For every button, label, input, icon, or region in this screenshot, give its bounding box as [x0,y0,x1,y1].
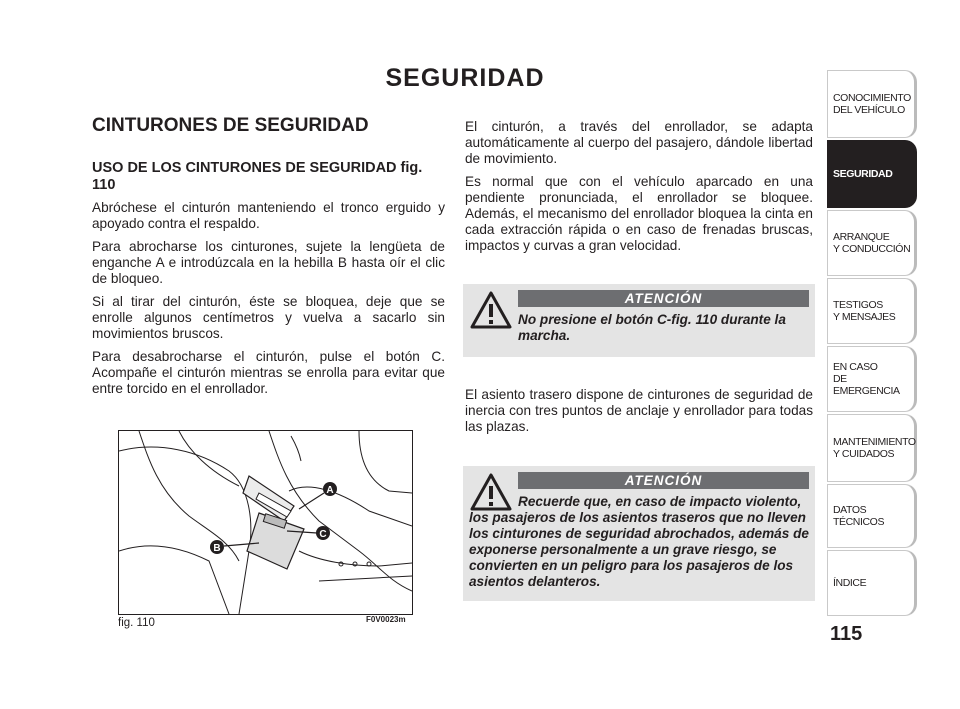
figure-110 [118,430,413,615]
warning-triangle-icon [469,290,513,330]
paragraph: Para desabrocharse el cinturón, pulse el botón C. Acompañe el cinturón mientras se enrolla para evitar que entre torcido en el enrollador. [92,349,445,396]
tab-label: ARRANQUE Y CONDUCCIÓN [833,231,911,255]
tab-mantenimiento[interactable] [827,414,917,482]
tab-label: EN CASO DE EMERGENCIA [833,361,900,397]
seatbelt-illustration [119,431,412,614]
left-column [92,200,445,404]
paragraph: Para abrocharse los cinturones, sujete la lengüeta de enganche A e introdúzcala en la hebilla B hasta oír el clic de bloqueo. [92,239,445,286]
tab-label: MANTENIMIENTO Y CUIDADOS [833,436,916,460]
label-c: C [319,529,327,540]
tab-emergencia[interactable] [827,346,917,412]
tab-indice[interactable] [827,550,917,616]
right-column [465,119,813,261]
paragraph: Es normal que con el vehículo aparcado en una pendiente pronunciada, el enrollador se bloquee. Además, el mecanismo del enrollador bloquea la cinta en cada extracción rápida o en caso de frenadas bruscas, impactos y curvas a gran velocidad. [465,174,813,253]
tab-label: CONOCIMIENTO DEL VEHÍCULO [833,92,911,116]
figure-caption: fig. 110 [118,617,155,629]
tab-conocimiento[interactable] [827,70,917,138]
tab-label: SEGURIDAD [833,168,893,180]
rear-seat-paragraph [465,387,813,442]
page-heading: CINTURONES DE SEGURIDAD [92,115,369,136]
paragraph: Si al tirar del cinturón, éste se bloquea, deje que se enrolle algunos centímetros y vuelva a sacarlo sin movimientos bruscos. [92,294,445,341]
label-b: B [213,543,221,554]
tab-datos-tecnicos[interactable] [827,484,917,548]
page-number: 115 [830,623,863,645]
label-a: A [326,485,334,496]
warning-box-1 [463,284,815,357]
tab-seguridad[interactable] [827,140,917,208]
warning-box-2 [463,466,815,601]
warning-text: Recuerde que, en caso de impacto violento, los pasajeros de los asientos traseros que no lleven los cinturones de seguridad abrochados, además de exponerse personalmente a un grave riesgo, se convierten en un peligro para los pasajeros de los asientos delanteros. [469,494,809,589]
paragraph: Abróchese el cinturón manteniendo el tronco erguido y apoyado contra el respaldo. [92,200,445,231]
warning-text: No presione el botón C-fig. 110 durante la marcha. [518,312,786,343]
warning-title: ATENCIÓN [518,472,809,489]
section-title: SEGURIDAD [385,64,545,92]
figure-code: F0V0023m [366,615,406,624]
tab-arranque[interactable] [827,210,917,276]
tab-label: ÍNDICE [833,577,867,589]
paragraph: El cinturón, a través del enrollador, se adapta automáticamente al cuerpo del pasajero, dándole libertad de movimiento. [465,119,813,166]
paragraph: El asiento trasero dispone de cinturones de seguridad de inercia con tres puntos de anclaje y enrollador para todas las plazas. [465,387,813,434]
tab-label: TESTIGOS Y MENSAJES [833,299,896,323]
tab-testigos[interactable] [827,278,917,344]
tab-label: DATOS TÉCNICOS [833,504,885,528]
warning-title: ATENCIÓN [518,290,809,307]
subheading: USO DE LOS CINTURONES DE SEGURIDAD fig. 110 [92,160,423,193]
